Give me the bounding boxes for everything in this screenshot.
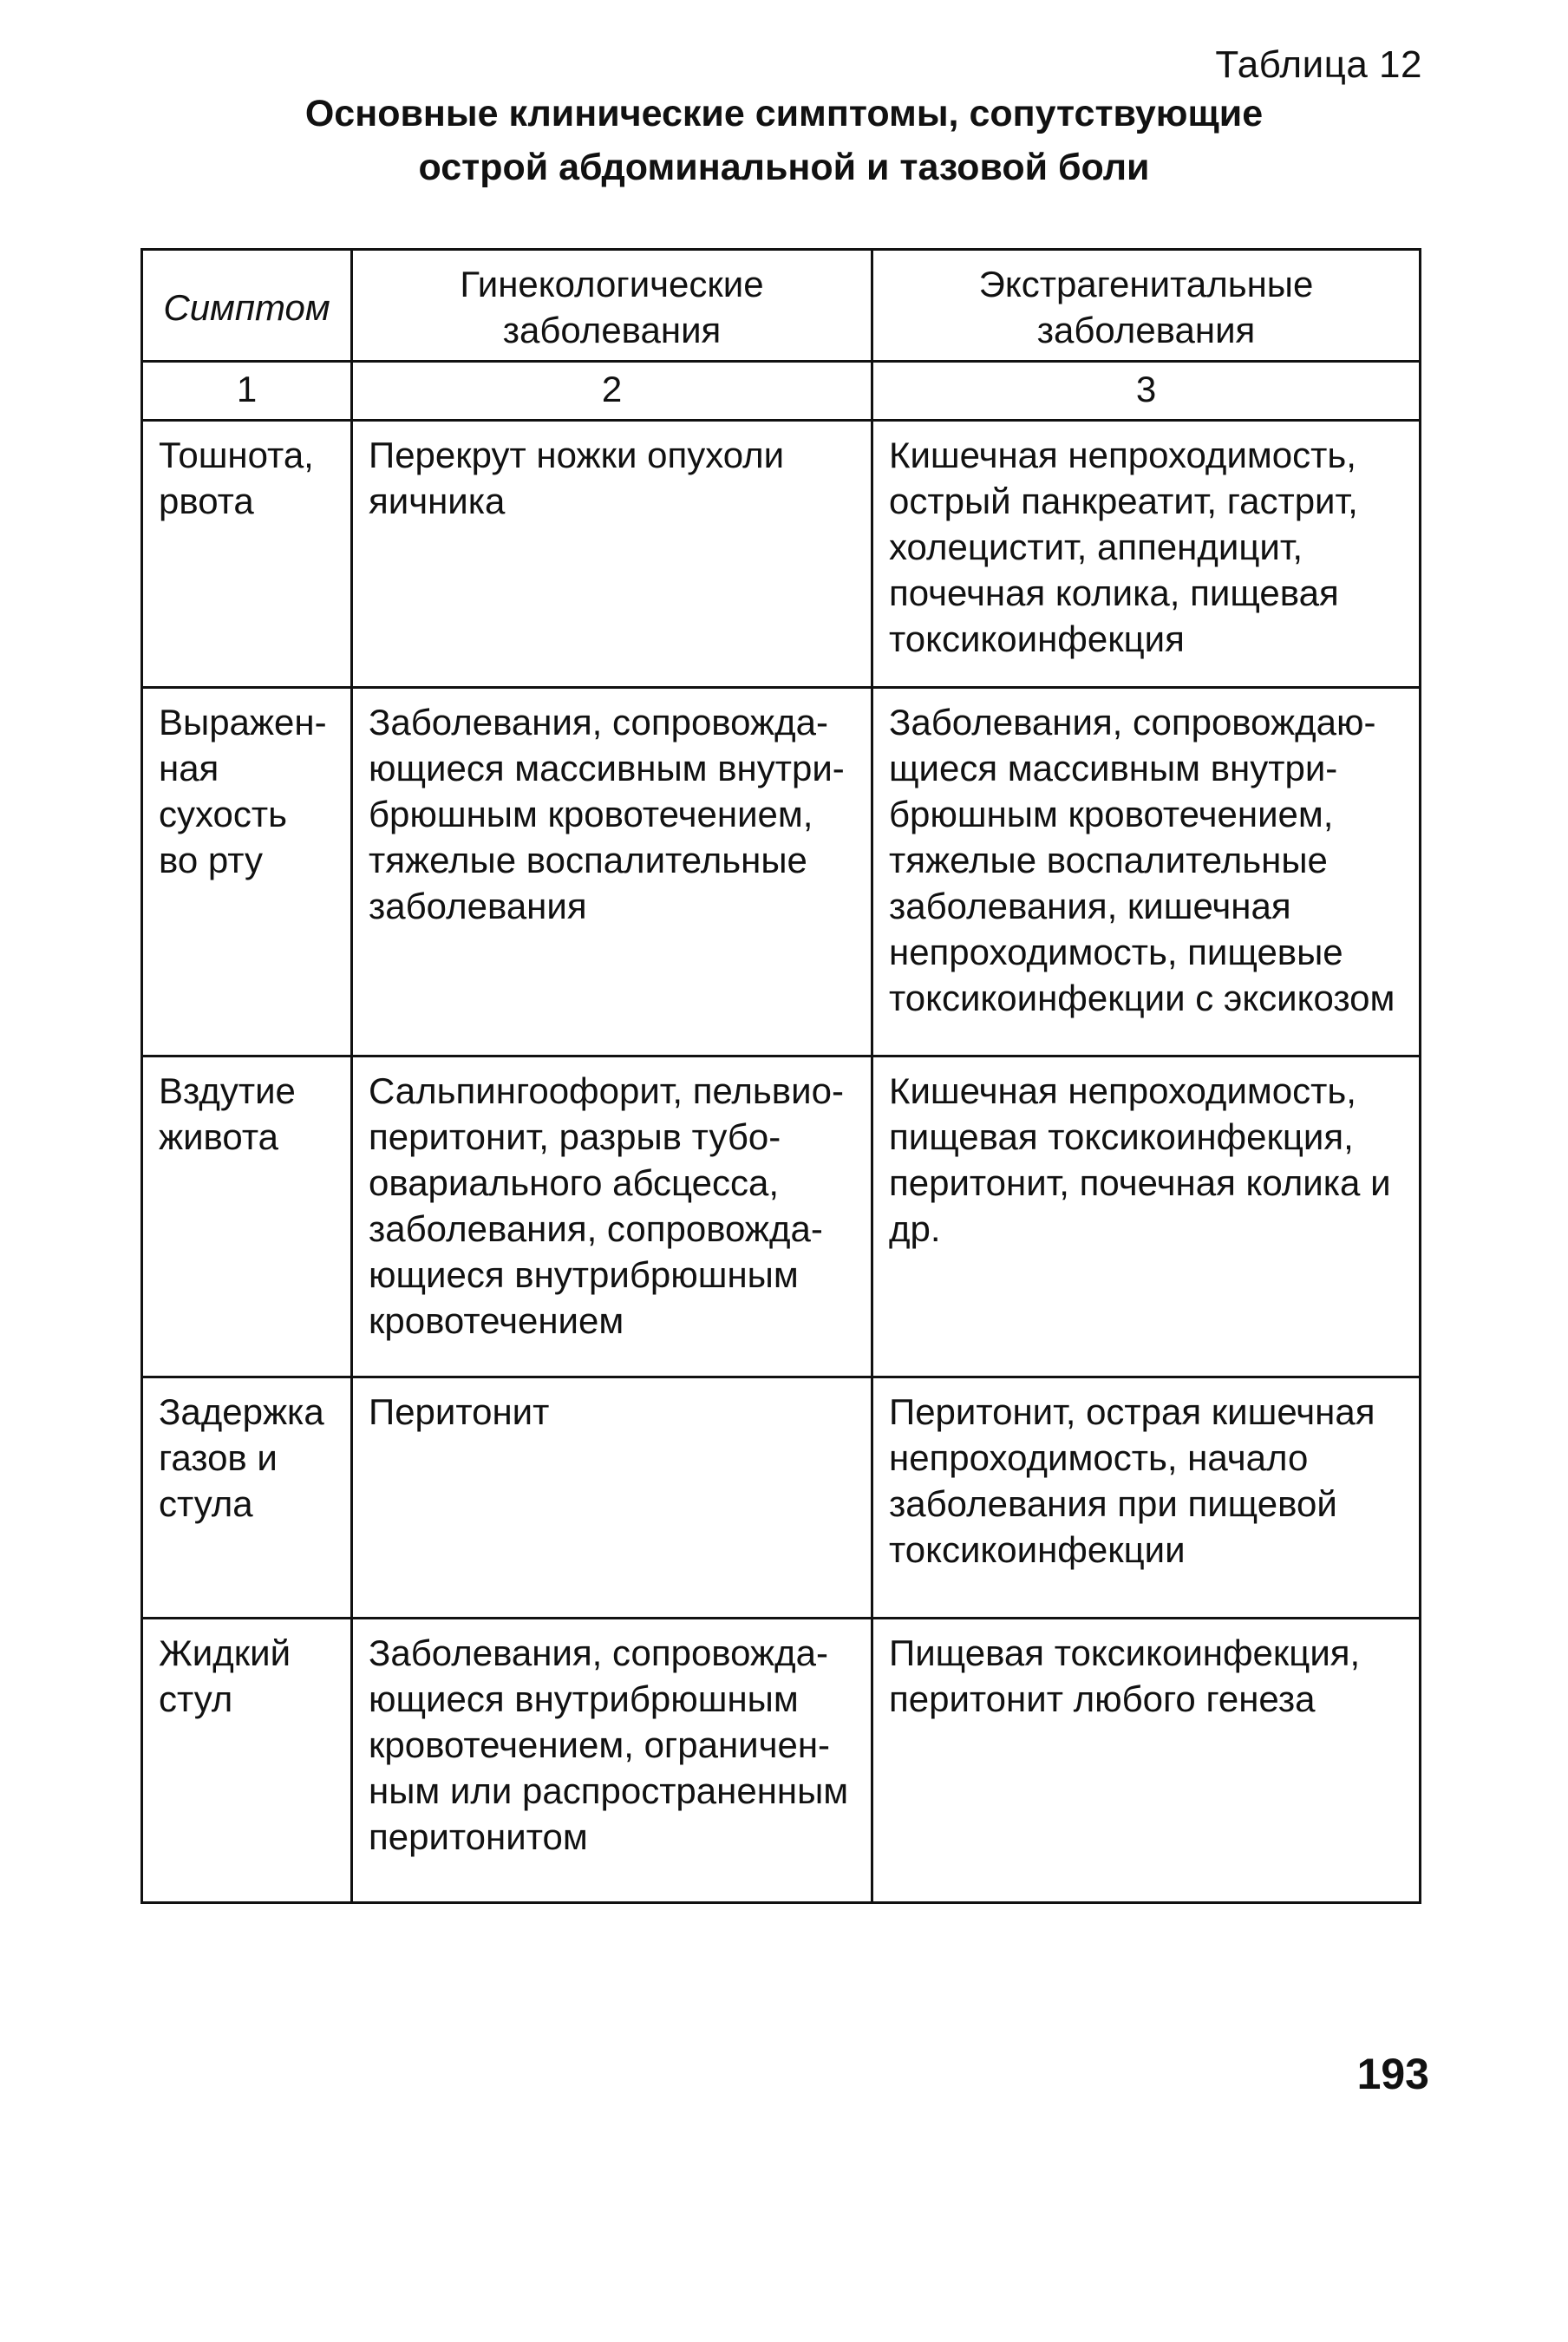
cell-line: ющиеся массивным внутри- (369, 748, 845, 788)
table-row (142, 1619, 1421, 1903)
symptom-cell (142, 1057, 352, 1377)
cell-line: Заболевания, сопровожда- (369, 702, 828, 743)
extragenital-cell (872, 1619, 1421, 1903)
cell-line: холецистит, аппендицит, (889, 527, 1303, 567)
table-body (142, 362, 1421, 1903)
table-label: Таблица 12 (1215, 43, 1422, 86)
cell-line: брюшным кровотечением, (369, 794, 813, 834)
table-title (0, 87, 1568, 194)
cell-line: ным или распространенным (369, 1770, 849, 1811)
cell-line: непроходимость, начало (889, 1437, 1309, 1478)
cell-line: тяжелые воспалительные (369, 840, 807, 880)
cell-line: кровотечением (369, 1300, 624, 1341)
cell-line: заболевания (369, 886, 587, 926)
header-line: заболевания (502, 310, 722, 350)
table-row (142, 688, 1421, 1057)
cell-line: др. (889, 1208, 941, 1249)
header-extragenital (872, 250, 1421, 362)
cell-line: острый панкреатит, гастрит, (889, 481, 1358, 521)
cell-line: ная (159, 748, 219, 788)
cell-line: Перитонит (369, 1391, 550, 1432)
cell-line: Задержка (159, 1391, 324, 1432)
cell-line: заболевания, сопровожда- (369, 1208, 823, 1249)
header-line: Экстрагенитальные (978, 264, 1314, 304)
cell-line: Сальпингоофорит, пельвио- (369, 1070, 844, 1111)
cell-line: тяжелые воспалительные (889, 840, 1328, 880)
page-number: 193 (1356, 2050, 1429, 2098)
cell-line: сухость (159, 794, 288, 834)
symptom-cell (142, 1619, 352, 1903)
extragenital-cell (872, 1057, 1421, 1377)
cell-line: Кишечная непроходимость, (889, 1070, 1356, 1111)
table-row (142, 1057, 1421, 1377)
cell-line: яичника (369, 481, 506, 521)
cell-line: Выражен- (159, 702, 327, 743)
cell-line: ющиеся внутрибрюшным (369, 1254, 799, 1295)
cell-line: овариального абсцесса, (369, 1162, 780, 1203)
gynecological-cell (352, 1057, 872, 1377)
cell-line: Кишечная непроходимость, (889, 435, 1356, 475)
cell-line: Жидкий (159, 1632, 291, 1673)
cell-line: заболевания, кишечная (889, 886, 1291, 926)
cell-line: Заболевания, сопровожда- (369, 1632, 828, 1673)
cell-line: Пищевая токсикоинфекция, (889, 1632, 1361, 1673)
cell-line: пищевая токсикоинфекция, (889, 1116, 1354, 1157)
cell-line: перитонитом (369, 1816, 588, 1857)
table-row (142, 421, 1421, 688)
cell-line: перитонит, почечная колика и (889, 1162, 1391, 1203)
cell-line: газов и (159, 1437, 278, 1478)
cell-line: живота (159, 1116, 278, 1157)
symptom-cell (142, 421, 352, 688)
cell-line: почечная колика, пищевая (889, 572, 1339, 613)
table-title-line: острой абдоминальной и тазовой боли (418, 147, 1150, 188)
extragenital-cell (872, 1377, 1421, 1619)
gynecological-cell (352, 1377, 872, 1619)
cell-line: перитонит, разрыв тубо- (369, 1116, 781, 1157)
cell-line: заболевания при пищевой (889, 1483, 1337, 1524)
cell-line: Тошнота, (159, 435, 314, 475)
extragenital-cell (872, 421, 1421, 688)
header-row (142, 250, 1421, 362)
symptom-cell (142, 688, 352, 1057)
column-number: 2 (352, 362, 872, 421)
cell-line: кровотечением, ограничен- (369, 1724, 831, 1765)
gynecological-cell (352, 1619, 872, 1903)
cell-line: Вздутие (159, 1070, 296, 1111)
gynecological-cell (352, 688, 872, 1057)
column-number: 3 (872, 362, 1421, 421)
cell-line: стула (159, 1483, 253, 1524)
cell-line: Перитонит, острая кишечная (889, 1391, 1375, 1432)
cell-line: непроходимость, пищевые (889, 932, 1343, 972)
column-number: 1 (142, 362, 352, 421)
cell-line: токсикоинфекция (889, 618, 1185, 659)
cell-line: во рту (159, 840, 264, 880)
cell-line: токсикоинфекции с эксикозом (889, 978, 1395, 1018)
cell-line: Заболевания, сопровождаю- (889, 702, 1376, 743)
header-gynecological (352, 250, 872, 362)
cell-line: токсикоинфекции (889, 1529, 1186, 1570)
cell-line: Перекрут ножки опухоли (369, 435, 785, 475)
header-symptom: Симптом (142, 250, 352, 362)
cell-line: стул (159, 1678, 233, 1719)
cell-line: брюшным кровотечением, (889, 794, 1334, 834)
header-line: Гинекологические (460, 264, 764, 304)
cell-line: ющиеся внутрибрюшным (369, 1678, 799, 1719)
column-number-row (142, 362, 1421, 421)
table-row (142, 1377, 1421, 1619)
extragenital-cell (872, 688, 1421, 1057)
header-line: заболевания (1036, 310, 1256, 350)
symptom-cell (142, 1377, 352, 1619)
cell-line: рвота (159, 481, 254, 521)
symptoms-table (140, 248, 1421, 1904)
gynecological-cell (352, 421, 872, 688)
cell-line: перитонит любого генеза (889, 1678, 1316, 1719)
cell-line: щиеся массивным внутри- (889, 748, 1338, 788)
table-title-line: Основные клинические симптомы, сопутствующие (304, 93, 1264, 134)
